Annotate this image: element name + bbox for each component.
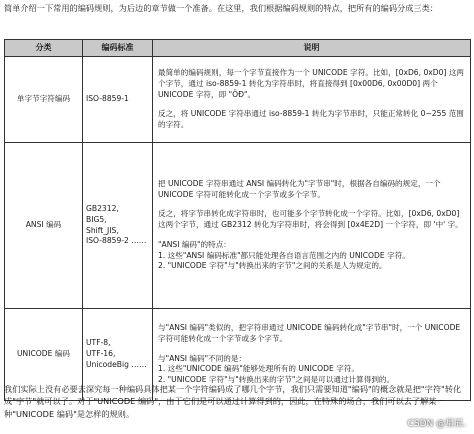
encoding-table [4, 39, 471, 401]
description-paragraph: 与"ANSI 编码"不同的是： 1. 这些"UNICODE 编码"能够处理所有的 UNICODE 字符。 2. "UNICODE 字符"与"转换出来的字节"之间是可以通过计算得到的。 [158, 353, 395, 385]
description-paragraph: 反之，将 UNICODE 字符串通过 iso-8859-1 转化为字节串时，只能正常转化 0~255 范围的字符。 [158, 109, 464, 130]
standard-item: UTF-8, [86, 338, 111, 348]
header-standard: 编码标准 [83, 40, 153, 57]
standard-item: Shift_JIS, [86, 225, 119, 235]
outro-paragraph: 我们实际上没有必要去深究每一种编码具体把某一个字符编码成了哪几个字节，我们只需要知道"编码"的概念就是把"字符"转化成"字节"就可以了。对于"UNICODE 编码"，由于它们是可以通过计算得到的，因此，在特殊的场合，我们可以去了解某一种"UNICODE 编码"是怎样的规则。 [4, 384, 462, 419]
table-header-row [5, 40, 471, 57]
description-paragraph: 把 UNICODE 字符串通过 ANSI 编码转化为"字节串"时，根据各自编码的规定，一个 UNICODE 字符可能转化成一个字节或多个字节。 [158, 178, 441, 199]
standard-item: ISO-8859-1 [86, 94, 129, 104]
description-cell [153, 57, 471, 143]
watermark: CSDN @星辰. [407, 419, 466, 430]
category-cell: 单字节字符编码 [5, 57, 83, 143]
standard-item: ISO-8859-2 …… [86, 236, 147, 246]
standard-item: UnicodeBig …… [86, 359, 147, 369]
category-cell: UNICODE 编码 [5, 309, 83, 401]
category-cell: ANSI 编码 [5, 143, 83, 309]
standard-cell [83, 57, 153, 143]
description-paragraph: "ANSI 编码"的特点： 1. 这些"ANSI 编码标准"都只能处理各自语言范围之内的 UNICODE 字符。 2. "UNICODE 字符"与"转换出来的字节"之间的关系是人为规定的。 [158, 239, 410, 271]
standard-item: UTF-16, [86, 349, 116, 359]
paragraph-gap [158, 345, 465, 354]
intro-paragraph: 简单介绍一下常用的编码规则，为后边的章节做一个准备。在这里，我们根据编码规则的特点，把所有的编码分成三类： [4, 3, 438, 13]
table-row [5, 143, 471, 309]
table-row [5, 57, 471, 143]
standard-cell [83, 143, 153, 309]
header-description: 说明 [153, 40, 471, 57]
paragraph-gap [158, 231, 465, 240]
standard-item: BIG5, [86, 214, 107, 224]
description-paragraph: 反之，将字节串转化成字符串时，也可能多个字节转化成一个字符。比如，[0xD6, 0xD0] 这两个字节，通过 GB2312 转化为字符串时，将会得到 [0x4E2D] 一个字符，即 '中' 字。 [158, 209, 463, 230]
paragraph-gap [158, 200, 465, 209]
description-paragraph: 与"ANSI 编码"类似的，把字符串通过 UNICODE 编码转化成"字节串"时，一个 UNICODE 字符可能转化成一个字节或多个字节。 [158, 323, 461, 343]
description-paragraph: 最简单的编码规则，每一个字节直接作为一个 UNICODE 字符。比如，[0xD6, 0xD0] 这两个字节，通过 iso-8859-1 转化为字符串时，将直接得到 [0x00D6, 0x00D0] 两个 UNICODE 字符，即 "ÖÐ"。 [158, 68, 465, 99]
header-category: 分类 [5, 40, 83, 57]
description-cell [153, 143, 471, 309]
standard-item: GB2312, [86, 203, 119, 213]
